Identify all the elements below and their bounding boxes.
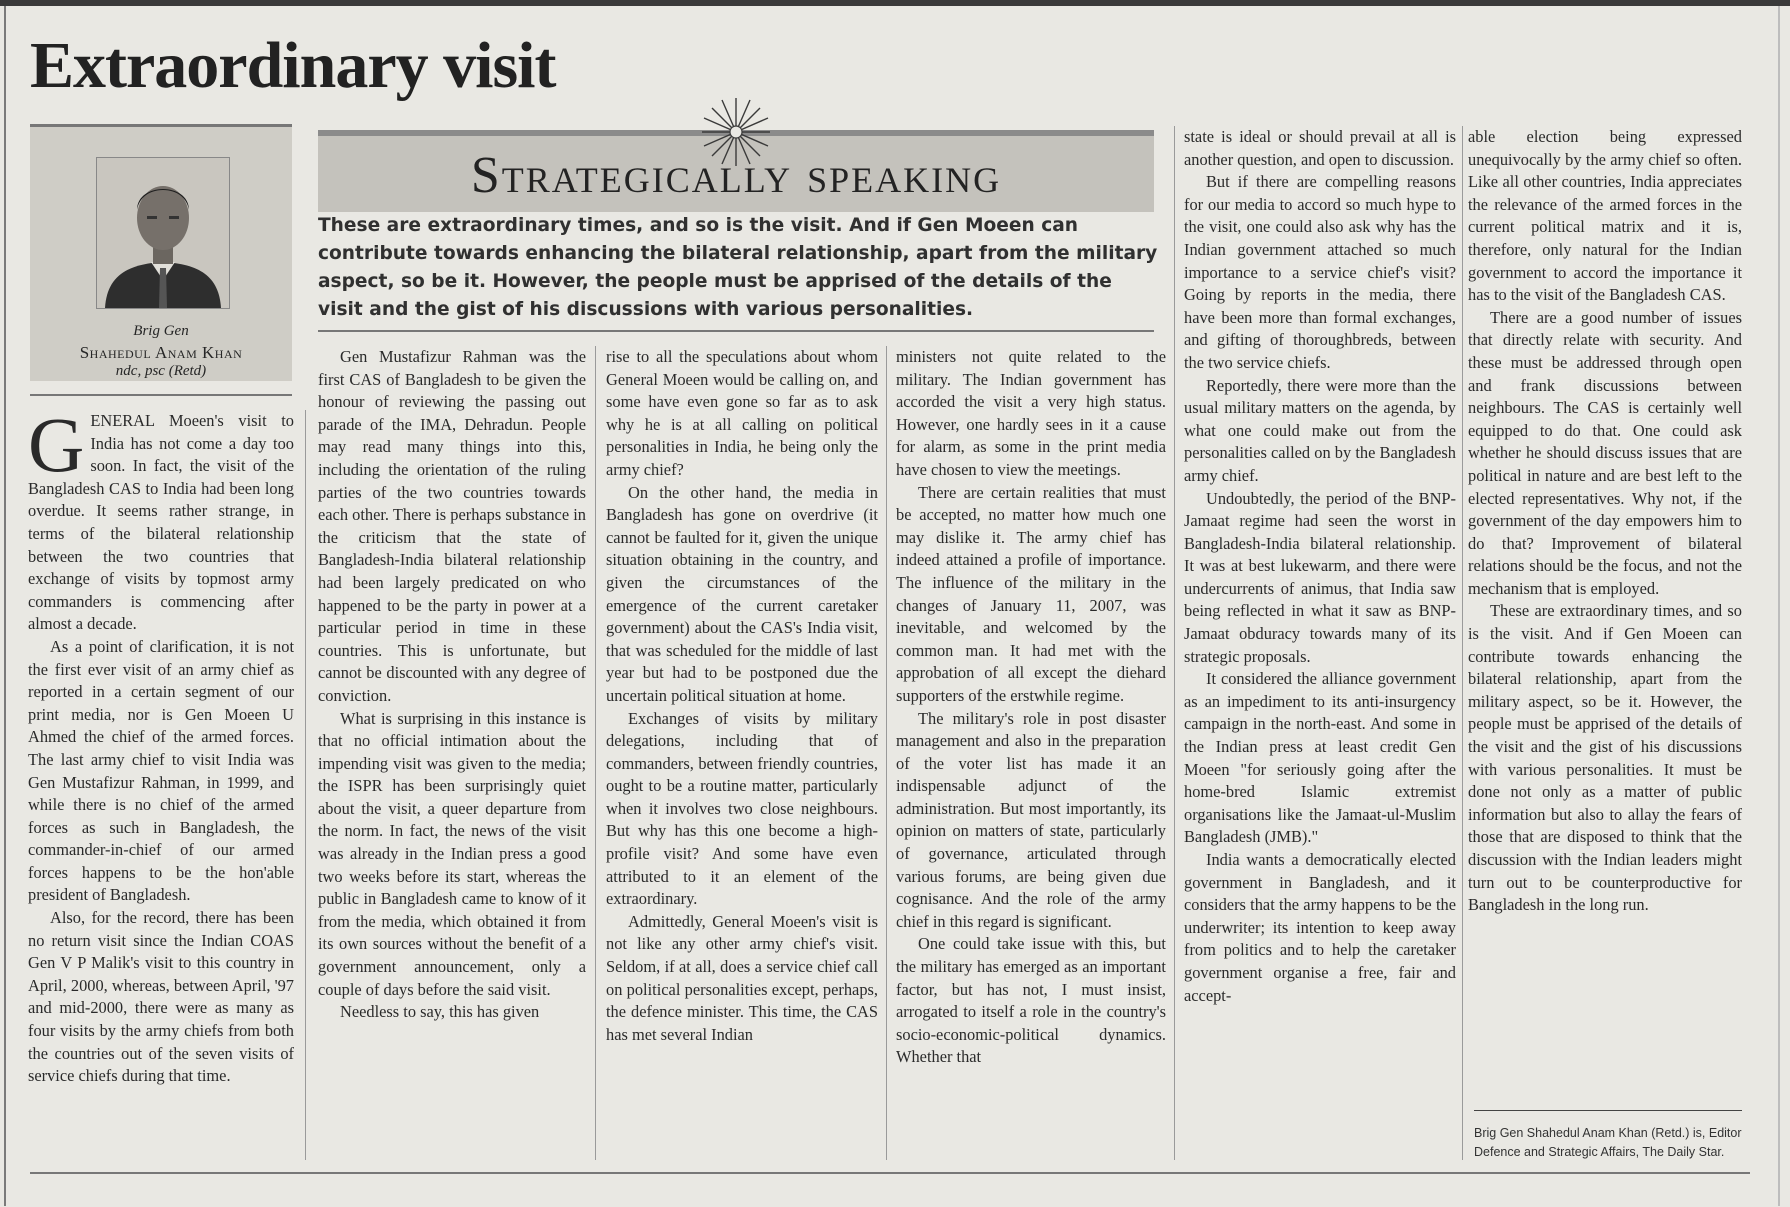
paragraph: One could take issue with this, but the military has emerged as an important factor, but has not, I must insist, arrogated to itself a role in the country's socio-economic-political dynamics. Whether that	[896, 934, 1166, 1067]
column-divider	[1174, 126, 1175, 1160]
paragraph: There are certain realities that must be accepted, no matter how much one may dislike it. The army chief has indeed attained a profile of importance. The influence of the military in the changes of January 11, 2007, was inevitable, and welcomed by the common man. It had met with the approbation of all except the diehard supporters of the erstwhile regime.	[896, 482, 1166, 705]
right-border	[1778, 6, 1780, 1206]
drop-cap: G	[28, 401, 85, 488]
paragraph: able election being expressed unequivocally by the army chief so often. Like all other countries, India appreciates the relevance of the armed forces in the current political matrix and it is, therefore, only natural for the Indian government to accord the importance it has to the visit of the Bangladesh CAS.	[1468, 127, 1742, 305]
starburst-icon	[700, 96, 772, 168]
paragraph: On the other hand, the media in Bangladesh has gone on overdrive (it cannot be faulted for it, given the unique situation obtaining in the country, and given the circumstances of the emergence of the current caretaker government) about the CAS's India visit, that was scheduled for the middle of last year but had to be postponed due the uncertain political situation at home.	[606, 482, 878, 705]
paragraph: Exchanges of visits by military delegations, including that of commanders, between friendly countries, ought to be a routine matter, particularly when it involves two close neighbours. But why has this one become a high-profile visit? And some have even attributed to it an element of the extraordinary.	[606, 708, 878, 909]
paragraph: ministers not quite related to the military. The Indian government has accorded the visit a very high status. However, one hardly sees in it a cause for alarm, as some in the print media have chosen to view the meetings.	[896, 347, 1166, 479]
paragraph: Reportedly, there were more than the usual military matters on the agenda, by what one could make out from the personalities called on by the Bangladesh army chief.	[1184, 375, 1456, 485]
author-footnote: Brig Gen Shahedul Anam Khan (Retd.) is, Editor Defence and Strategic Affairs, The Daily Star.	[1474, 1126, 1742, 1159]
article-column-5	[1184, 126, 1456, 1007]
standfirst-divider	[318, 330, 1154, 332]
paragraph: It considered the alliance government as an impediment to its anti-insurgency campaign in the north-east. And some in the Indian press at least credit Gen Moeen "for seriously going after the home-bred Islamic extremist organisations like the Jamaat-ul-Muslim Bangladesh (JMB)."	[1184, 669, 1456, 847]
paragraph: Undoubtedly, the period of the BNP-Jamaat regime had seen the worst in Bangladesh-India bilateral relationship. It was at best lukewarm, and there were undercurrents of animus, that India saw being reflected in what it saw as BNP-Jamaat obduracy towards many of its strategic proposals.	[1184, 488, 1456, 666]
paragraph: India wants a democratically elected government in Bangladesh, and it considers that the army happens to be the underwriter; its intention to keep away from politics and to help the caretaker government organise a free, fair and accept-	[1184, 850, 1456, 1005]
author-credentials: ndc, psc (Retd)	[115, 363, 207, 379]
author-name: Shahedul Anam Khan	[79, 343, 243, 362]
standfirst: These are extraordinary times, and so is the visit. And if Gen Moeen can contribute towards enhancing the bilateral relationship, apart from the military aspect, so be it. However, the people must be apprised of the details of the visit and the gist of his discussions with various personalities.	[318, 215, 1158, 320]
column-divider	[886, 346, 887, 1160]
paragraph: The military's role in post disaster management and also in the preparation of the voter list has made it an indispensable adjunct of the administration. But most importantly, its opinion on matters of state, particularly of governance, articulated through various forums, are being given due cognisance. And the role of the army chief in this regard is significant.	[896, 708, 1166, 931]
paragraph: rise to all the speculations about whom General Moeen would be calling on, and some have even gone so far as to ask why he is at all calling on political personalities in India, he being only the army chief?	[606, 347, 878, 479]
paragraph: ENERAL Moeen's visit to India has not come a day too soon. In fact, the visit of the Bangladesh CAS to India had been long overdue. It seems rather strange, in terms of the bilateral relationship between the two countries that exchange of visits by topmost army commanders is commencing after almost a decade.	[28, 411, 294, 634]
article-column-4	[896, 346, 1166, 1069]
author-photo	[96, 157, 230, 309]
column-divider	[1462, 126, 1463, 1160]
column-divider	[305, 410, 306, 1160]
paragraph: Needless to say, this has given	[340, 1002, 540, 1022]
article-column-6	[1468, 126, 1742, 917]
article-column-2	[318, 346, 586, 1024]
author-portrait-icon	[97, 158, 229, 308]
left-border	[4, 6, 6, 1206]
article-column-3	[606, 346, 878, 1046]
article-column-1	[28, 401, 294, 1088]
paragraph: There are a good number of issues that directly relate with security. And these must be addressed through open and frank discussions between neighbours. The CAS is certainly well equipped to do that. One could ask whether he should discuss issues that are political in nature and are best left to the elected representatives. Why not, if the government of the day empowers him to do that? Improvement of bilateral relations should be the focus, and not the mechanism that is employed.	[1468, 307, 1742, 598]
paragraph: These are extraordinary times, and so is the visit. And if Gen Moeen can contribute towards enhancing the bilateral relationship, apart from the military aspect, so be it. However, the people must be apprised of the details of the visit and the gist of his discussions with various personalities. It must be done not only as a matter of public information but also to allay the fears of those that are disposed to think that the discussion with the Indian leaders might turn out to be counterproductive for Bangladesh in the long run.	[1468, 601, 1742, 915]
paragraph: Also, for the record, there has been no return visit since the Indian COAS Gen V P Malik's visit to this country in April, 2000, whereas, between April, '97 and mid-2000, there were as many as four visits by the army chiefs from both the countries out of the seven visits of service chiefs during that time.	[28, 908, 294, 1086]
paragraph: Gen Mustafizur Rahman was the first CAS of Bangladesh to be given the honour of reviewing the passing out parade of the IMA, Dehradun. People may read many things into this, including the orientation of the ruling parties of the two countries towards each other. There is perhaps substance in the criticism that the state of Bangladesh-India bilateral relationship had been largely predicated on who happened to be the party in power at a particular period in time in these countries. This is unfortunate, but cannot be discounted with any degree of conviction.	[318, 347, 586, 705]
top-border	[0, 0, 1790, 6]
bottom-border	[30, 1172, 1750, 1174]
headline: Extraordinary visit	[30, 29, 556, 102]
column-banner-title: Strategically speaking	[470, 147, 1002, 204]
paragraph: What is surprising in this instance is that no official intimation about the impending visit was given to the media; the ISPR has been surprisingly quiet about the visit, a queer departure from the norm. In fact, the news of the visit was already in the Indian press a good two weeks before its start, whereas the public in Bangladesh came to know of it from the media, which obtained it from its own sources without the benefit of a government announcement, only a couple of days before the said visit.	[318, 708, 586, 999]
paragraph: But if there are compelling reasons for our media to accord so much hype to the visit, one could also ask why has the Indian government attached so much importance to a service chief's visit? Going by reports in the media, there have been more than formal exchanges, and gifting of thoroughbreds, between the two service chiefs.	[1184, 172, 1456, 372]
paragraph: Admittedly, General Moeen's visit is not like any other army chief's visit. Seldom, if at all, does a service chief call on political personalities except, perhaps, the defence minister. This time, the CAS has met several Indian	[606, 911, 878, 1044]
footer-divider	[1474, 1110, 1742, 1111]
author-box	[30, 124, 292, 381]
author-role: Brig Gen	[133, 323, 189, 339]
author-divider	[30, 394, 292, 396]
paragraph: As a point of clarification, it is not the first ever visit of an army chief as reported in a certain segment of our print media, nor is Gen Moeen U Ahmed the chief of the armed forces. The last army chief to visit India was Gen Mustafizur Rahman, in 1999, and while there is no chief of the armed forces as such in Bangladesh, the commander-in-chief of our armed forces happens to be the hon'able president of Bangladesh.	[28, 636, 294, 905]
paragraph: state is ideal or should prevail at all is another question, and open to discussion.	[1184, 127, 1456, 169]
column-divider	[595, 346, 596, 1160]
